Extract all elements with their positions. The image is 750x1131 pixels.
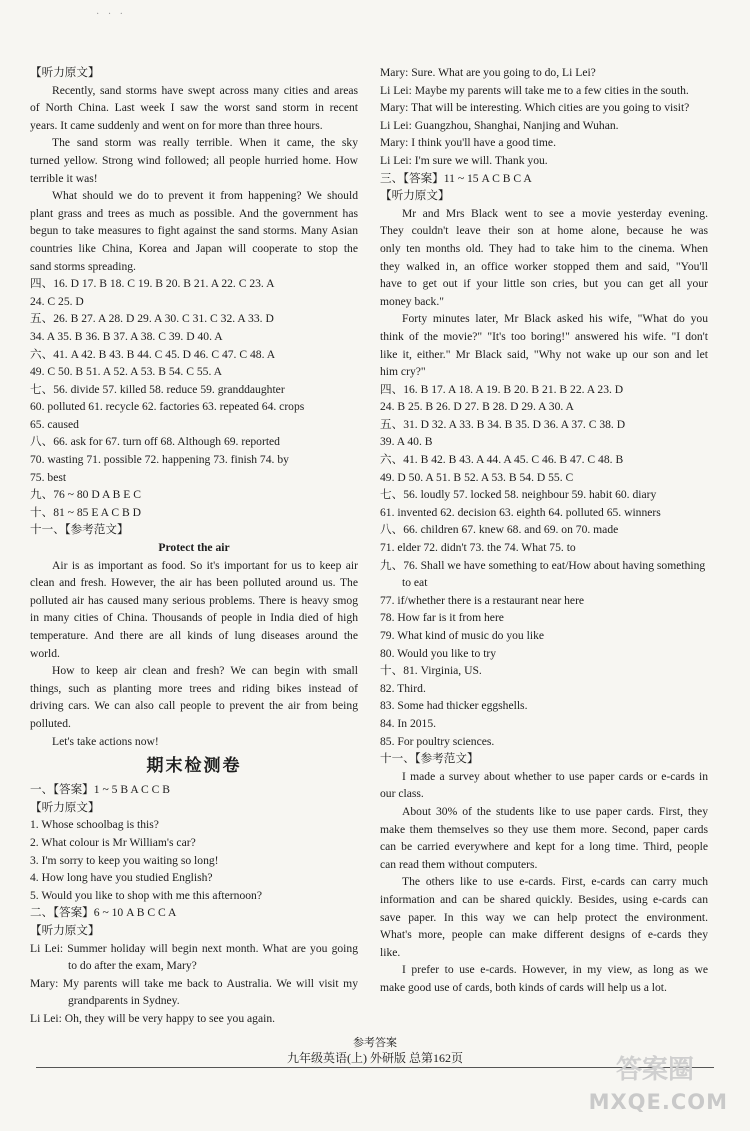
right-column-line: our class.	[380, 787, 424, 801]
left-column-line: 八、66. ask for 67. turn off 68. Although 69. reported	[30, 435, 280, 449]
footer-title: 参考答案	[353, 1037, 397, 1049]
left-column-line: How to keep air clean and fresh? We can begin with small	[52, 664, 358, 678]
right-column-line: Li Lei: Maybe my parents will take me to a few cities in the south.	[380, 83, 689, 97]
left-column-line: Air is as important as food. So it's important for us to keep air	[52, 558, 358, 572]
left-column-line: world.	[30, 646, 60, 660]
right-column-line: to eat	[402, 576, 428, 590]
left-column-line: plant grass and trees as much as possible. And the government has	[30, 206, 358, 220]
left-column-line: begun to take measures to fight against the sand storms. Many Asian	[30, 224, 358, 238]
left-column-line: countries like China, Korea and Japan will cooperate to stop the	[30, 241, 358, 255]
right-column-line: 七、56. loudly 57. locked 58. neighbour 59. habit 60. diary	[380, 488, 657, 502]
right-column	[380, 64, 708, 996]
left-column-line: 5. Would you like to shop with me this afternoon?	[30, 888, 262, 902]
right-column-line: him cry?"	[380, 365, 426, 379]
left-column-line: polluted.	[30, 716, 71, 730]
watermark-logo: 答案圈	[615, 1055, 694, 1085]
right-column-line: information and can be shared quickly. Besides, using e-cards can	[380, 892, 708, 906]
left-column-line: 五、26. B 27. A 28. D 29. A 30. C 31. C 32. A 33. D	[30, 312, 274, 326]
footer-page-info: 九年级英语(上) 外研版 总第162页	[287, 1051, 463, 1065]
right-column-line: think of the movie?" "It's too boring!" answered his wife. "I don't	[380, 329, 708, 343]
right-column-line: 五、31. D 32. A 33. B 34. B 35. D 36. A 37. C 38. D	[380, 417, 626, 431]
left-column-line: What should we do to prevent it from happening? We should	[52, 189, 358, 203]
left-column-line: 49. C 50. B 51. A 52. A 53. B 54. C 55. A	[30, 365, 222, 379]
right-column-line: Mary: That will be interesting. Which cities are you going to visit?	[380, 101, 690, 115]
left-column-line: 十、81 ~ 85 E A C B D	[30, 505, 141, 519]
right-column-line: have to get out if your little son cries, but you can get all your	[380, 277, 708, 291]
left-column-line: temperature. And there are all kinds of lung diseases around the	[30, 629, 358, 642]
left-column-line: 70. wasting 71. possible 72. happening 73. finish 74. by	[30, 453, 289, 467]
left-column-line: grandparents in Sydney.	[68, 994, 180, 1008]
right-column-line: 十、81. Virginia, US.	[380, 664, 482, 678]
left-column-line: turned yellow. Strong wind followed; all people hurried home. How	[30, 153, 358, 167]
left-column-line: 【听力原文】	[30, 66, 100, 79]
right-column-line: they walked in, an office worker stopped them and said, "You'll	[380, 259, 708, 273]
right-column-line: 82. Third.	[380, 681, 426, 695]
right-column-line: 85. For poultry sciences.	[380, 734, 495, 748]
left-column-line: 期末检测卷	[146, 756, 242, 777]
right-column-line: make them themselves so they use them more. Second, paper cards	[380, 822, 708, 836]
right-column-line: 十一、【参考范文】	[380, 752, 479, 766]
left-column-line: Li Lei: Summer holiday will begin next month. What are you going	[30, 941, 358, 955]
watermark-url: MXQE.COM	[588, 1090, 728, 1114]
left-column-line: 3. I'm sorry to keep you waiting so long!	[30, 853, 219, 867]
footer-divider	[36, 1067, 714, 1068]
left-column-line: 七、56. divide 57. killed 58. reduce 59. granddaughter	[30, 382, 285, 396]
right-column-line: save paper. In this way we can help protect the environment.	[380, 910, 708, 924]
right-column-line: 61. invented 62. decision 63. eighth 64. polluted 65. winners	[380, 505, 661, 519]
left-column-line: Let's take actions now!	[52, 734, 159, 748]
right-column-line: 九、76. Shall we have something to eat/How about having something	[380, 558, 706, 572]
left-column-line: things, such as planting more trees and riding bikes instead of	[30, 681, 358, 695]
left-column-line: 60. polluted 61. recycle 62. factories 63. repeated 64. crops	[30, 400, 305, 414]
right-column-line: 71. elder 72. didn't 73. the 74. What 75. to	[380, 541, 576, 555]
left-column-line: of North China. Last week I saw the worst sand storm in recent	[30, 101, 358, 115]
left-column-line: Protect the air	[158, 541, 230, 555]
left-column-line: 十一、【参考范文】	[30, 523, 129, 537]
right-column-line: can be carried everywhere and kept for a long time. Third, people	[380, 840, 708, 854]
left-column-line: 65. caused	[30, 417, 79, 431]
right-column-line: The others like to use e-cards. First, e-cards can carry much	[402, 875, 708, 889]
right-column-line: like.	[380, 945, 401, 959]
right-column-line: About 30% of the students like to use paper cards. First, they	[402, 804, 708, 818]
right-column-line: only ten months old. They had to take him to the cinema. When	[380, 241, 708, 255]
right-column-line: Li Lei: I'm sure we will. Thank you.	[380, 153, 548, 167]
left-column-line: 九、76 ~ 80 D A B E C	[30, 488, 141, 502]
right-column-line: Mary: I think you'll have a good time.	[380, 136, 556, 150]
left-column-line: 六、41. A 42. B 43. B 44. C 45. D 46. C 47. C 48. A	[30, 347, 276, 361]
left-column-line: 4. How long have you studied English?	[30, 871, 213, 885]
right-column-line: can read them without computers.	[380, 857, 538, 871]
right-column-line: 80. Would you like to try	[380, 646, 497, 660]
right-column-line: 49. D 50. A 51. B 52. A 53. B 54. D 55. C	[380, 470, 574, 484]
right-column-line: 78. How far is it from here	[380, 611, 504, 625]
left-column-line: clean and fresh. However, the air has been polluted around us. The	[30, 576, 358, 590]
left-column-line: 24. C 25. D	[30, 294, 84, 308]
right-column-line: 【听力原文】	[380, 189, 450, 203]
left-column-line: Li Lei: Oh, they will be very happy to see you again.	[30, 1011, 276, 1025]
left-column-line: 1. Whose schoolbag is this?	[30, 818, 159, 832]
left-column-line: 2. What colour is Mr William's car?	[30, 835, 196, 849]
left-column-line: Mary: My parents will take me back to Australia. We will visit my	[30, 976, 358, 990]
right-column-line: I prefer to use e-cards. However, in my view, as long as we	[402, 963, 708, 977]
left-column-line: 75. best	[30, 470, 67, 484]
left-column-line: sand storms spreading.	[30, 259, 136, 273]
left-column-line: 【听力原文】	[30, 800, 100, 814]
left-column-line: years. It came suddenly and went on for more than three hours.	[30, 118, 323, 132]
left-column-line: 34. A 35. B 36. B 37. A 38. C 39. D 40. A	[30, 329, 223, 343]
right-column-line: 84. In 2015.	[380, 716, 437, 730]
right-column-line: 四、16. B 17. A 18. A 19. B 20. B 21. B 22. A 23. D	[380, 382, 624, 396]
left-column-line: The sand storm was really terrible. When it came, the sky	[52, 136, 358, 150]
right-column-line: make good use of cards, both kinds of cards will help us a lot.	[380, 980, 667, 994]
left-column-line: terrible it was!	[30, 171, 98, 185]
right-column-line: 三、【答案】11 ~ 15 A C B C A	[380, 171, 532, 185]
left-column-line: polluted air has caused many serious problems. There is heavy smog	[30, 593, 358, 607]
right-column-line: Forty minutes later, Mr Black asked his wife, "What do you	[402, 312, 708, 326]
right-column-line: 39. A 40. B	[380, 435, 433, 449]
left-column-line: 【听力原文】	[30, 923, 100, 937]
right-column-line: Li Lei: Guangzhou, Shanghai, Nanjing and Wuhan.	[380, 118, 619, 132]
left-column-line: 一、【答案】1 ~ 5 B A C C B	[30, 783, 170, 797]
left-column-line: Recently, sand storms have swept across many cities and areas	[52, 83, 358, 97]
right-column-line: like it, either." Mr Black said, "Why not wake up our son and let	[380, 347, 708, 361]
right-column-line: 24. B 25. B 26. D 27. B 28. D 29. A 30. A	[380, 400, 574, 414]
left-column-line: 二、【答案】6 ~ 10 A B C C A	[30, 906, 177, 920]
right-column-line: 77. if/whether there is a restaurant near here	[380, 593, 585, 607]
left-column-line: in many cities of China. Thousands of people in India died of high	[30, 611, 358, 625]
right-column-line: 八、66. children 67. knew 68. and 69. on 70. made	[380, 523, 619, 537]
right-column-line: 六、41. B 42. B 43. A 44. A 45. C 46. B 47. C 48. B	[380, 453, 624, 467]
right-column-line: 79. What kind of music do you like	[380, 629, 545, 642]
right-column-line: Mr and Mrs Black went to see a movie yesterday evening.	[402, 206, 708, 220]
top-mark: · · ·	[96, 9, 126, 20]
right-column-line: Mary: Sure. What are you going to do, Li Lei?	[380, 66, 596, 79]
right-column-line: money back."	[380, 294, 444, 308]
right-column-line: 83. Some had thicker eggshells.	[380, 699, 528, 713]
right-column-line: They couldn't leave their son at home alone, because he was	[380, 224, 708, 238]
left-column-line: to do after the exam, Mary?	[68, 959, 197, 973]
right-column-line: I made a survey about whether to use paper cards or e-cards in	[402, 769, 708, 783]
left-column	[30, 64, 358, 1027]
left-column-line: driving cars. We can also call people to prevent the air from being	[30, 699, 358, 713]
left-column-line: 四、16. D 17. B 18. C 19. B 20. B 21. A 22. C 23. A	[30, 277, 275, 291]
right-column-line: What's more, people can make different designs of e-cards they	[380, 928, 708, 942]
